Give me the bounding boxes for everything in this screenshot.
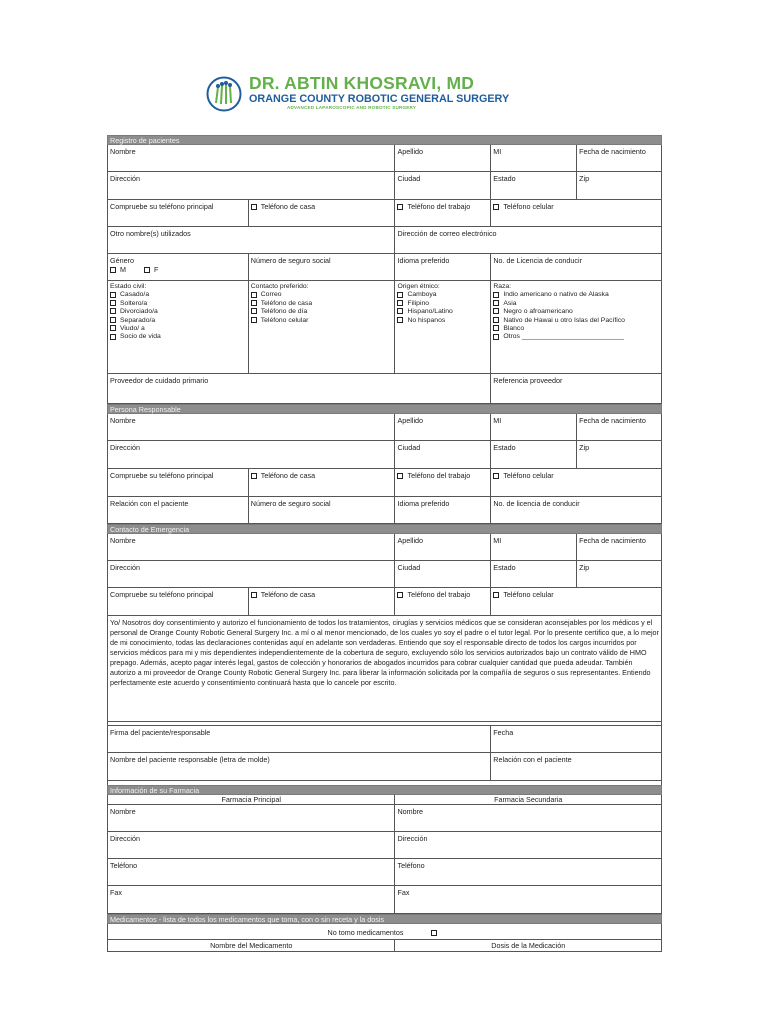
no-medications-label: No tomo medicamentos	[327, 928, 404, 937]
pharmacy-fax-row	[107, 886, 662, 914]
marital-checkbox[interactable]	[110, 325, 116, 331]
section-header-emergency: Contacto de Emergencia	[107, 524, 662, 534]
work-phone-checkbox[interactable]	[397, 473, 403, 479]
pharmacy-fax-label: Fax	[397, 888, 410, 897]
gender-field	[108, 254, 249, 280]
relationship-label: Relación con el paciente	[493, 755, 572, 764]
cell-phone-label: Teléfono celular	[503, 471, 554, 480]
secondary-pharmacy-name-field[interactable]	[395, 805, 662, 831]
mi-label: MI	[493, 416, 502, 425]
zip-label: Zip	[579, 563, 590, 572]
preferred-contact-title: Contacto preferido:	[250, 283, 309, 290]
responsible-print-row	[107, 753, 662, 781]
home-phone-option[interactable]	[249, 200, 396, 226]
pharmacy-phone-label: Teléfono	[110, 861, 138, 870]
primary-pharmacy-heading	[108, 795, 395, 804]
primary-provider-field[interactable]	[108, 374, 491, 403]
language-label: Idioma preferido	[397, 256, 450, 265]
emerg-first-name-field[interactable]	[108, 534, 395, 560]
section-header-responsible: Persona Responsable	[107, 404, 662, 414]
responsible-relation-row	[107, 497, 662, 524]
marital-option: Casado/a	[120, 291, 150, 299]
no-medications-option[interactable]	[108, 924, 662, 939]
emergency-phone-row	[107, 588, 662, 616]
first-name-label: Nombre	[110, 147, 136, 156]
cell-phone-checkbox[interactable]	[493, 473, 499, 479]
responsible-print-name-label: Nombre del paciente responsable (letra de molde)	[110, 755, 270, 764]
ethnic-option: Filipino	[407, 299, 430, 307]
logo-tagline: ADVANCED LAPAROSCOPIC AND ROBOTIC SURGERY	[287, 105, 417, 110]
relationship-label: Relación con el paciente	[110, 499, 189, 508]
gender-m-label: M	[120, 265, 126, 274]
dob-label: Fecha de nacimiento	[579, 416, 646, 425]
resp-license-field[interactable]	[491, 497, 662, 523]
secondary-pharmacy-phone-field[interactable]	[395, 859, 662, 885]
pharmacy-header-row	[107, 795, 662, 805]
work-phone-label: Teléfono del trabajo	[407, 202, 471, 211]
city-label: Ciudad	[397, 174, 421, 183]
medication-name-label: Nombre del Medicamento	[210, 941, 293, 950]
marital-option: Viudo/ a	[120, 325, 145, 333]
race-option: Indio americano o nativo de Alaska	[503, 291, 609, 299]
signature-label: Firma del paciente/responsable	[110, 728, 211, 737]
contact-option: Correo	[260, 291, 282, 299]
race-checkbox[interactable]	[493, 334, 499, 340]
emergency-address-row	[107, 561, 662, 588]
cell-phone-option[interactable]	[491, 588, 662, 615]
patient-demographics-row	[107, 254, 662, 281]
work-phone-option[interactable]	[395, 469, 491, 496]
first-name-label: Nombre	[110, 416, 136, 425]
race-option: Nativo de Hawai u otro Islas del Pacífico	[503, 316, 625, 324]
contact-checkbox[interactable]	[251, 292, 257, 298]
emerg-zip-field[interactable]	[577, 561, 662, 587]
patient-dob-field[interactable]	[577, 145, 662, 171]
pharmacy-address-label: Dirección	[397, 834, 428, 843]
home-phone-checkbox[interactable]	[251, 592, 257, 598]
emerg-last-name-field[interactable]	[395, 534, 491, 560]
primary-pharmacy-name-field[interactable]	[108, 805, 395, 831]
referral-label: Referencia proveedor	[493, 376, 563, 385]
primary-phone-label: Compruebe su teléfono principal	[110, 471, 214, 480]
work-phone-checkbox[interactable]	[397, 204, 403, 210]
dob-label: Fecha de nacimiento	[579, 536, 646, 545]
section-header-medications: Medicamentos - lista de todos los medicamentos que toma, con o sin receta y la dosis	[107, 914, 662, 924]
resp-last-name-field[interactable]	[395, 414, 491, 440]
responsible-phone-row	[107, 469, 662, 497]
patient-first-name-field[interactable]	[108, 145, 395, 171]
signature-row	[107, 725, 662, 753]
emerg-city-field[interactable]	[395, 561, 491, 587]
other-names-label: Otro nombre(s) utilizados	[110, 229, 191, 238]
date-label: Fecha	[493, 728, 514, 737]
state-label: Estado	[493, 563, 516, 572]
marital-status-group	[108, 281, 249, 373]
primary-phone-label-cell	[108, 469, 249, 496]
preferred-contact-group	[249, 281, 396, 373]
pharmacy-name-row	[107, 805, 662, 832]
resp-ssn-field[interactable]	[249, 497, 396, 523]
ssn-field[interactable]	[249, 254, 396, 280]
contact-checkbox[interactable]	[251, 300, 257, 306]
registration-form	[107, 135, 662, 952]
home-phone-checkbox[interactable]	[251, 204, 257, 210]
emerg-mi-field[interactable]	[491, 534, 577, 560]
language-label: Idioma preferido	[397, 499, 450, 508]
marital-checkbox[interactable]	[110, 317, 116, 323]
other-names-field[interactable]	[108, 227, 395, 253]
last-name-label: Apellido	[397, 536, 424, 545]
contact-option: Teléfono de casa	[260, 299, 313, 307]
primary-pharmacy-fax-field[interactable]	[108, 886, 395, 913]
resp-city-field[interactable]	[395, 441, 491, 468]
marital-checkbox[interactable]	[110, 292, 116, 298]
race-title: Raza:	[493, 283, 512, 290]
patient-checkbox-groups-row	[107, 281, 662, 374]
first-name-label: Nombre	[110, 536, 136, 545]
ethnic-checkbox[interactable]	[397, 317, 403, 323]
primary-phone-label-cell	[108, 200, 249, 226]
marital-checkbox[interactable]	[110, 334, 116, 340]
ssn-label: Número de seguro social	[250, 499, 331, 508]
contact-option: Teléfono celular	[260, 316, 309, 324]
secondary-pharmacy-heading	[395, 795, 662, 804]
pharmacy-address-label: Dirección	[110, 834, 140, 843]
responsible-address-row	[107, 441, 662, 469]
race-option: Asia	[503, 299, 517, 307]
dob-label: Fecha de nacimiento	[579, 147, 646, 156]
logo-subtitle: ORANGE COUNTY ROBOTIC GENERAL SURGERY	[249, 93, 510, 105]
responsible-name-row	[107, 414, 662, 441]
marital-option: Divorciado/a	[120, 308, 158, 316]
ethnic-option: No hispanos	[407, 316, 446, 324]
resp-dob-field[interactable]	[577, 414, 662, 440]
language-field[interactable]	[395, 254, 491, 280]
primary-pharmacy-address-field[interactable]	[108, 832, 395, 858]
primary-provider-label: Proveedor de cuidado primario	[110, 376, 209, 385]
home-phone-option[interactable]	[249, 469, 396, 496]
mi-label: MI	[493, 536, 502, 545]
state-label: Estado	[493, 174, 516, 183]
ethnic-checkbox[interactable]	[397, 292, 403, 298]
patient-zip-field[interactable]	[577, 172, 662, 199]
patient-city-field[interactable]	[395, 172, 491, 199]
patient-other-row	[107, 227, 662, 254]
relationship-field[interactable]	[491, 753, 662, 780]
pharmacy-name-label: Nombre	[397, 807, 424, 816]
ethnic-origin-title: Origen étnico:	[397, 283, 440, 290]
emerg-dob-field[interactable]	[577, 534, 662, 560]
logo-title: DR. ABTIN KHOSRAVI, MD	[249, 73, 475, 93]
last-name-label: Apellido	[397, 416, 424, 425]
responsible-print-name-field[interactable]	[108, 753, 491, 780]
section-header-patient: Registro de pacientes	[107, 135, 662, 145]
marital-option: Socio de vida	[120, 333, 161, 341]
marital-option: Soltero/a	[120, 299, 148, 307]
race-option: Otros ___________________________	[503, 333, 624, 341]
email-label: Dirección de correo electrónico	[397, 229, 497, 238]
zip-label: Zip	[579, 443, 590, 452]
address-label: Dirección	[110, 174, 140, 183]
ethnic-checkbox[interactable]	[397, 300, 403, 306]
home-phone-checkbox[interactable]	[251, 473, 257, 479]
cell-phone-checkbox[interactable]	[493, 204, 499, 210]
provider-row	[107, 374, 662, 404]
primary-phone-label-cell	[108, 588, 249, 615]
work-phone-option[interactable]	[395, 588, 491, 615]
race-group	[491, 281, 662, 373]
race-option: Blanco	[503, 325, 525, 333]
resp-zip-field[interactable]	[577, 441, 662, 468]
contact-checkbox[interactable]	[251, 317, 257, 323]
secondary-pharmacy-address-field[interactable]	[395, 832, 662, 858]
emergency-name-row	[107, 534, 662, 561]
last-name-label: Apellido	[397, 147, 424, 156]
gender-f-label: F	[154, 265, 159, 274]
home-phone-label: Teléfono de casa	[260, 202, 316, 211]
mi-label: MI	[493, 147, 502, 156]
email-field[interactable]	[395, 227, 662, 253]
resp-first-name-field[interactable]	[108, 414, 395, 440]
license-label: No. de licencia de conducir	[493, 499, 580, 508]
race-checkbox[interactable]	[493, 292, 499, 298]
patient-address-field[interactable]	[108, 172, 395, 199]
primary-pharmacy-label: Farmacia Principal	[221, 795, 281, 804]
no-medications-row	[107, 924, 662, 940]
zip-label: Zip	[579, 174, 590, 183]
patient-last-name-field[interactable]	[395, 145, 491, 171]
marital-checkbox[interactable]	[110, 300, 116, 306]
work-phone-label: Teléfono del trabajo	[407, 590, 471, 599]
resp-state-field[interactable]	[491, 441, 577, 468]
patient-mi-field[interactable]	[491, 145, 577, 171]
primary-phone-label: Compruebe su teléfono principal	[110, 202, 214, 211]
clinic-logo	[205, 73, 510, 113]
pharmacy-fax-label: Fax	[110, 888, 122, 897]
work-phone-checkbox[interactable]	[397, 592, 403, 598]
license-label: No. de Licencia de conducir	[493, 256, 583, 265]
city-label: Ciudad	[397, 443, 421, 452]
gender-f-checkbox[interactable]	[144, 267, 150, 273]
race-option: Negro o afroamericano	[503, 308, 573, 316]
cell-phone-label: Teléfono celular	[503, 590, 554, 599]
medication-name-heading	[108, 940, 395, 951]
patient-phone-row	[107, 200, 662, 227]
logo-emblem-icon	[205, 75, 243, 113]
relationship-field[interactable]	[108, 497, 249, 523]
secondary-pharmacy-label: Farmacia Secundaria	[494, 795, 563, 804]
emerg-state-field[interactable]	[491, 561, 577, 587]
ethnic-origin-group	[395, 281, 491, 373]
home-phone-label: Teléfono de casa	[260, 471, 316, 480]
ssn-label: Número de seguro social	[250, 256, 331, 265]
cell-phone-option[interactable]	[491, 469, 662, 496]
gender-label: Género	[110, 256, 134, 265]
patient-state-field[interactable]	[491, 172, 577, 199]
pharmacy-phone-row	[107, 859, 662, 886]
resp-address-field[interactable]	[108, 441, 395, 468]
resp-mi-field[interactable]	[491, 414, 577, 440]
emerg-address-field[interactable]	[108, 561, 395, 587]
race-checkbox[interactable]	[493, 300, 499, 306]
contact-checkbox[interactable]	[251, 308, 257, 314]
work-phone-label: Teléfono del trabajo	[407, 471, 471, 480]
pharmacy-address-row	[107, 832, 662, 859]
home-phone-option[interactable]	[249, 588, 396, 615]
race-checkbox[interactable]	[493, 317, 499, 323]
work-phone-option[interactable]	[395, 200, 491, 226]
city-label: Ciudad	[397, 563, 421, 572]
license-field[interactable]	[491, 254, 662, 280]
cell-phone-checkbox[interactable]	[493, 592, 499, 598]
marital-option: Separado/a	[120, 316, 156, 324]
marital-status-title: Estado civil:	[110, 283, 147, 290]
pharmacy-name-label: Nombre	[110, 807, 136, 816]
resp-language-field[interactable]	[395, 497, 491, 523]
ethnic-option: Hispano/Latino	[407, 308, 453, 316]
contact-option: Teléfono de día	[260, 308, 308, 316]
marital-checkbox[interactable]	[110, 308, 116, 314]
cell-phone-option[interactable]	[491, 200, 662, 226]
pharmacy-phone-label: Teléfono	[397, 861, 425, 870]
gender-m-checkbox[interactable]	[110, 267, 116, 273]
race-checkbox[interactable]	[493, 308, 499, 314]
race-checkbox[interactable]	[493, 325, 499, 331]
ethnic-checkbox[interactable]	[397, 308, 403, 314]
primary-phone-label: Compruebe su teléfono principal	[110, 590, 214, 599]
home-phone-label: Teléfono de casa	[260, 590, 316, 599]
patient-name-row	[107, 145, 662, 172]
referral-field[interactable]	[491, 374, 662, 403]
medication-dose-heading	[395, 940, 662, 951]
cell-phone-label: Teléfono celular	[503, 202, 554, 211]
section-header-pharmacy: Información de su Farmacia	[107, 785, 662, 795]
date-field[interactable]	[491, 726, 662, 752]
medications-header-row	[107, 940, 662, 952]
signature-field[interactable]	[108, 726, 491, 752]
patient-address-row	[107, 172, 662, 200]
medication-dose-label: Dosis de la Medicación	[491, 941, 566, 950]
no-medications-checkbox[interactable]	[431, 930, 437, 936]
primary-pharmacy-phone-field[interactable]	[108, 859, 395, 885]
address-label: Dirección	[110, 443, 140, 452]
address-label: Dirección	[110, 563, 140, 572]
secondary-pharmacy-fax-field[interactable]	[395, 886, 662, 913]
consent-paragraph: Yo/ Nosotros doy consentimiento y autorizo el funcionamiento de todos los tratamientos, cirugías y servicios médicos que se consideran aconsejables por los médicos y el personal de Orange County Robotic General Surgery Inc. a mí o al menor mencionado, de los cuales yo soy el padre o el tutor legal. Por lo presente certifico que, a lo mejor de mi conocimiento, todas las declaraciones contenidas aquí en adelante son verdaderas. Entiendo que soy el responsable directo de todos los cargos incurridos por servicios médicos para mi y mis dependientes independientemente de la cobertura de seguro, excluyendo sólo los servicios autorizados bajo un contrato válido de HMO prepago. Además, acepto pagar interés legal, gastos de colección y honorarios de abogados incurridos para cobrar cualquier cantidad que pueda adeudar. También autorizo a mi proveedor de Orange County Robotic General Surgery Inc. para liberar la información solicitada por la compañía de seguros o sus representantes. Entiendo perfectamente este acuerdo y consentimiento continuará hasta que lo cancele por escrito.	[107, 616, 662, 722]
state-label: Estado	[493, 443, 516, 452]
ethnic-option: Camboya	[407, 291, 437, 299]
